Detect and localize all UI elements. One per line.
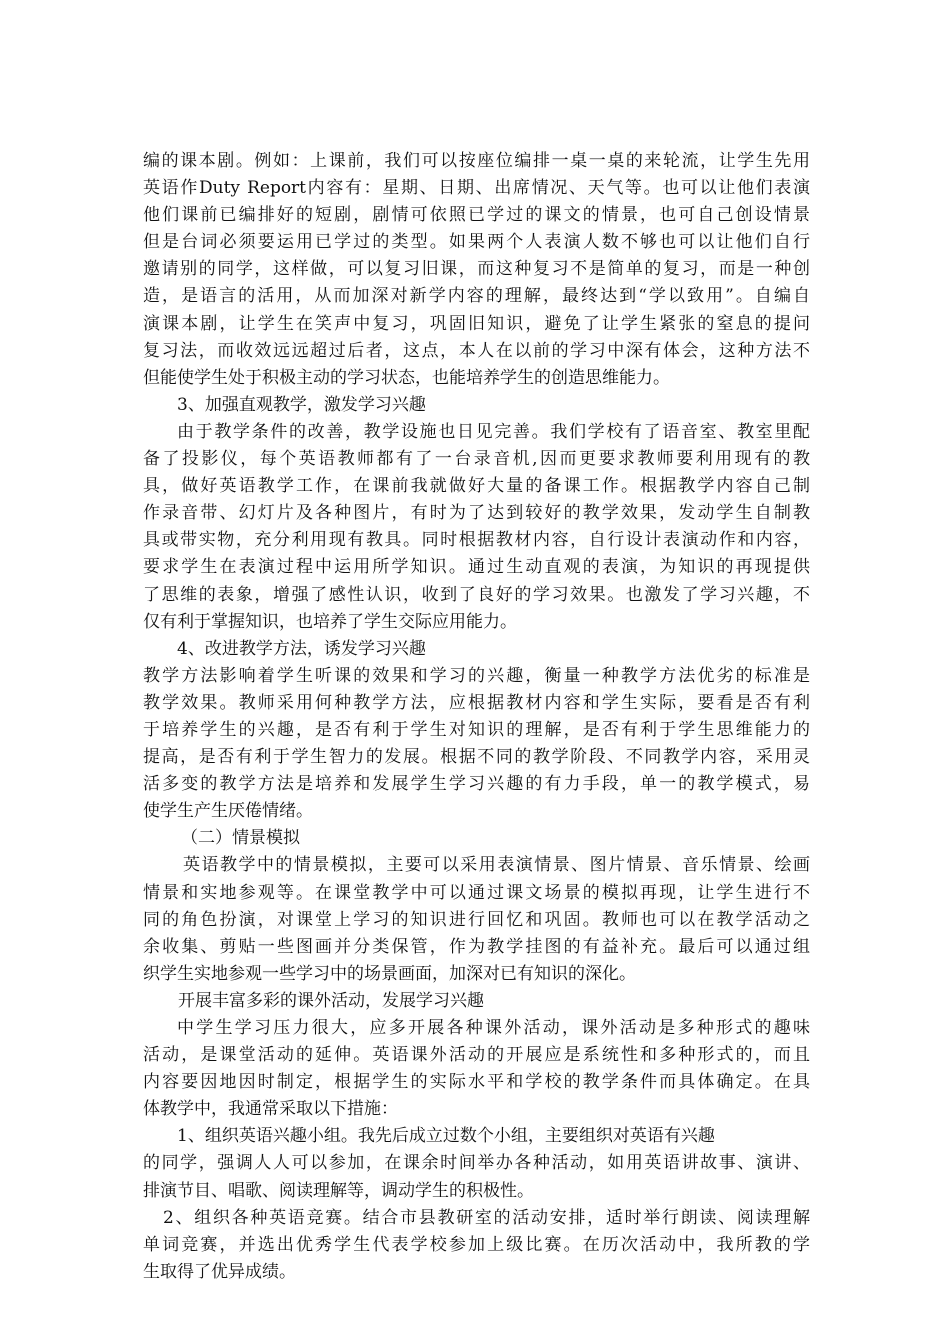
body-line: 要求学生在表演过程中运用所学知识。通过生动直观的表演，为知识的再现提供 — [143, 557, 810, 578]
body-line: 邀请别的同学，这样做，可以复习旧课，而这种复习不是简单的复习，而是一种创 — [143, 259, 810, 280]
body-line: 具，做好英语教学工作，在课前我就做好大量的备课工作。根据教学内容自己制 — [143, 476, 810, 497]
body-line: 他们课前已编排好的短剧，剧情可依照已学过的课文的情景，也可自己创设情景 — [143, 205, 810, 226]
body-line: 体教学中，我通常采取以下措施： — [143, 1099, 398, 1120]
body-line: 备了投影仪，每个英语教师都有了一台录音机,因而更要求教师要利用现有的教 — [143, 449, 810, 470]
body-line: 排演节目、唱歌、阅读理解等，调动学生的积极性。 — [143, 1180, 534, 1201]
body-line: 造，是语言的活用，从而加深对新学内容的理解，最终达到“学以致用”。自编自 — [143, 286, 810, 307]
body-line: 演课本剧，让学生在笑声中复习，巩固旧知识，避免了让学生紧张的窒息的提问 — [143, 313, 810, 334]
body-line: 提高，是否有利于学生智力的发展。根据不同的教学阶段、不同教学内容，采用灵 — [143, 747, 810, 768]
body-line: 具或带实物，充分利用现有教具。同时根据教材内容，自行设计表演动作和内容， — [143, 530, 810, 551]
body-line: 使学生产生厌倦情绪。 — [143, 801, 313, 822]
list-item: 1、组织英语兴趣小组。我先后成立过数个小组，主要组织对英语有兴趣 — [177, 1126, 715, 1147]
body-line: 单词竞赛，并选出优秀学生代表学校参加上级比赛。在历次活动中，我所教的学 — [143, 1234, 810, 1255]
body-line: 编的课本剧。例如：上课前，我们可以按座位编排一桌一桌的来轮流，让学生先用 — [143, 151, 810, 171]
body-line: 英语作Duty Report内容有：星期、日期、出席情况、天气等。也可以让他们表演 — [143, 178, 810, 199]
section-heading: 开展丰富多彩的课外活动，发展学习兴趣 — [178, 990, 484, 1011]
body-line: 教学方法影响着学生听课的效果和学习的兴趣，衡量一种教学方法优劣的标准是 — [143, 665, 810, 686]
body-line: 但能使学生处于积极主动的学习状态，也能培养学生的创造思维能力。 — [143, 367, 670, 388]
body-line: 余收集、剪贴一些图画并分类保管，作为教学挂图的有益补充。最后可以通过组 — [143, 936, 810, 957]
body-line: 活动，是课堂活动的延伸。英语课外活动的开展应是系统性和多种形式的，而且 — [143, 1045, 810, 1066]
body-line: 作录音带、幻灯片及各种图片，有时为了达到较好的教学效果，发动学生自制教 — [143, 503, 810, 524]
body-line: 但是台词必须要运用已学过的类型。如果两个人表演人数不够也可以让他们自行 — [143, 232, 810, 253]
section-heading: 4、改进教学方法，诱发学习兴趣 — [177, 638, 426, 659]
body-line: 织学生实地参观一些学习中的场景画面，加深对已有知识的深化。 — [143, 963, 636, 984]
document-page — [143, 148, 810, 1286]
body-line: 生取得了优异成绩。 — [143, 1261, 296, 1282]
body-line: 活多变的教学方法是培养和发展学生学习兴趣的有力手段，单一的教学模式，易 — [143, 774, 810, 795]
body-line: 同的角色扮演，对课堂上学习的知识进行回忆和巩固。教师也可以在教学活动之 — [143, 909, 810, 930]
body-line: 复习法，而收效远远超过后者，这点，本人在以前的学习中深有体会，这种方法不 — [143, 340, 810, 361]
body-line: 教学效果。教师采用何种教学方法，应根据教材内容和学生实际，要看是否有利 — [143, 692, 810, 713]
body-line: 的同学，强调人人可以参加，在课余时间举办各种活动，如用英语讲故事、演讲、 — [143, 1153, 810, 1174]
section-heading: 3、加强直观教学，激发学习兴趣 — [177, 394, 426, 415]
body-line: 内容要因地因时制定，根据学生的实际水平和学校的教学条件而具体确定。在具 — [143, 1072, 810, 1093]
body-line: 由于教学条件的改善，教学设施也日见完善。我们学校有了语音室、教室里配 — [177, 421, 810, 442]
section-heading: （二）情景模拟 — [181, 828, 300, 849]
body-line: 中学生学习压力很大，应多开展各种课外活动，课外活动是多种形式的趣味 — [177, 1018, 810, 1038]
body-line: 英语教学中的情景模拟，主要可以采用表演情景、图片情景、音乐情景、绘画 — [183, 855, 810, 876]
body-line: 情景和实地参观等。在课堂教学中可以通过课文场景的模拟再现，让学生进行不 — [143, 882, 810, 903]
body-line: 了思维的表象，增强了感性认识，收到了良好的学习效果。也激发了学习兴趣，不 — [143, 584, 810, 605]
list-item: 2、组织各种英语竞赛。结合市县教研室的活动安排，适时举行朗读、阅读理解 — [163, 1207, 810, 1228]
body-line: 于培养学生的兴趣，是否有利于学生对知识的理解，是否有利于学生思维能力的 — [143, 719, 810, 740]
body-line: 仅有利于掌握知识，也培养了学生交际应用能力。 — [143, 611, 517, 632]
